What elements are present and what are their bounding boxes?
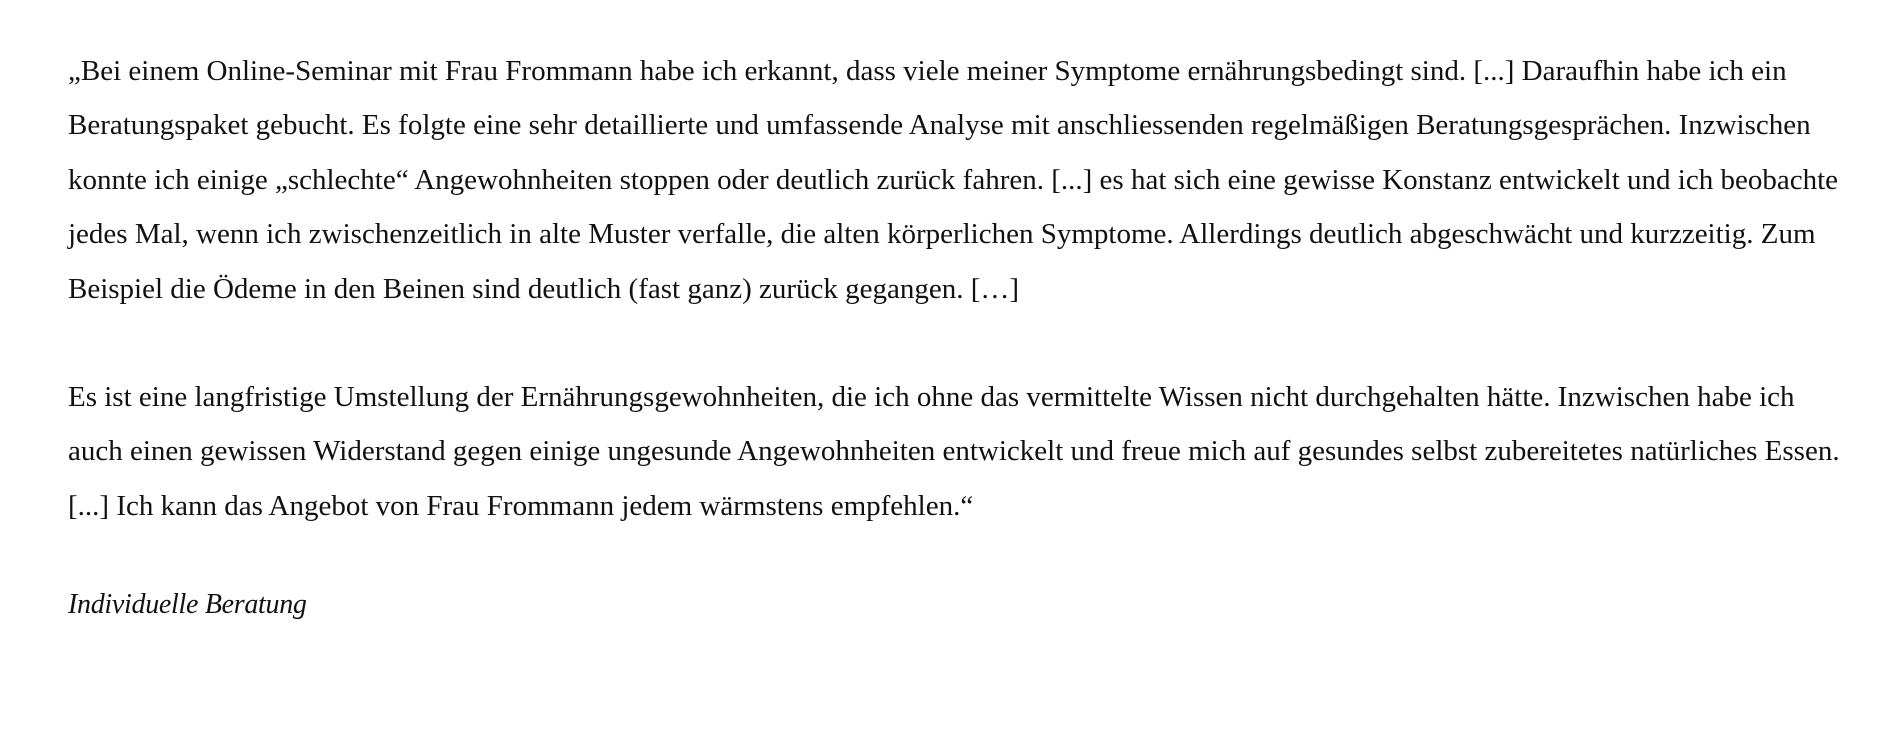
testimonial-block xyxy=(68,44,1848,633)
testimonial-caption: Individuelle Beratung xyxy=(68,589,307,621)
testimonial-paragraph-1: „Bei einem Online-Seminar mit Frau Frommann habe ich erkannt, dass viele meiner Symptome ernährungsbedingt sind. [...] Daraufhin habe ich ein Beratungspaket gebucht. Es folgte eine sehr detaillierte und umfassende Analyse mit anschliessenden regelmäßigen Beratungsgesprächen. Inzwischen konnte ich einige „schlechte“ Angewohnheiten stoppen oder deutlich zurück fahren. [...] es hat sich eine gewisse Konstanz entwickelt und ich beobachte jedes Mal, wenn ich zwischenzeitlich in alte Muster verfalle, die alten körperlichen Symptome. Allerdings deutlich abgeschwächt und kurzzeitig. Zum Beispiel die Ödeme in den Beinen sind deutlich (fast ganz) zurück gegangen. […] xyxy=(68,55,1838,305)
testimonial-paragraph-2: Es ist eine langfristige Umstellung der Ernährungsgewohnheiten, die ich ohne das vermittelte Wissen nicht durchgehalten hätte. Inzwischen habe ich auch einen gewissen Widerstand gegen einige ungesunde Angewohnheiten entwickelt und freue mich auf gesundes selbst zubereitetes natürliches Essen. [...] Ich kann das Angebot von Frau Frommann jedem wärmstens empfehlen.“ xyxy=(68,381,1840,522)
